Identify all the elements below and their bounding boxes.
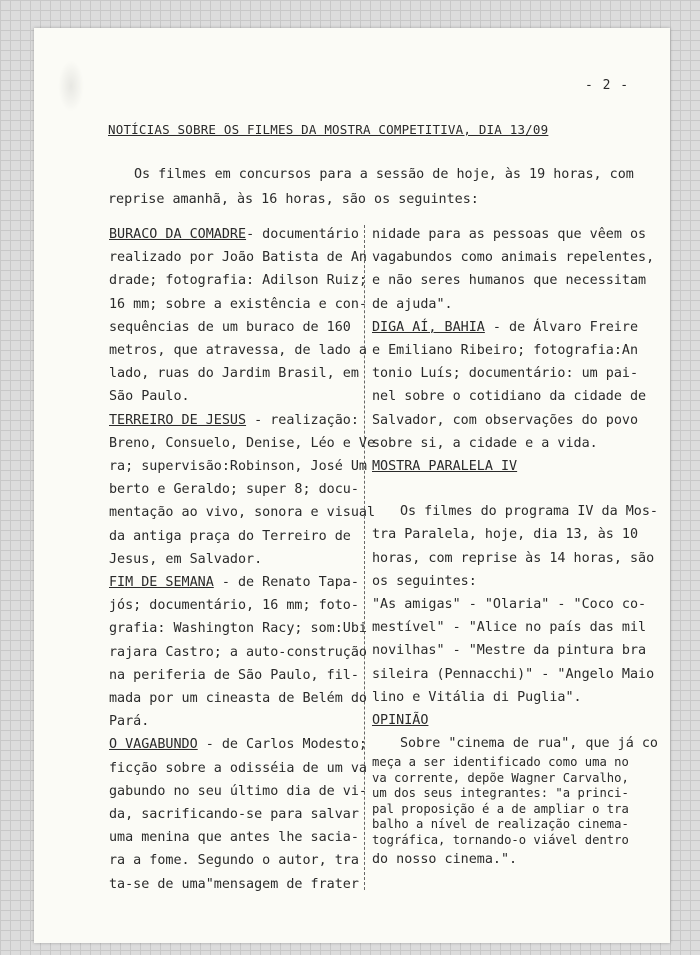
entry-line: e Emiliano Ribeiro; fotografia:An: [372, 343, 639, 359]
entry-line: gabundo no seu último dia de vi-: [109, 783, 367, 799]
entry-line: ta-se de uma"mensagem de frater: [109, 876, 359, 892]
entry-line: drade; fotografia: Adilson Ruiz;: [109, 273, 367, 289]
entry-line: 16 mm; sobre a existência e con-: [109, 296, 367, 312]
spacer: [372, 478, 638, 500]
section-line: os seguintes:: [372, 573, 477, 589]
intro-line: reprise amanhã, às 16 horas, são os seguintes:: [108, 192, 479, 207]
entry-line: nidade para as pessoas que vêem os: [372, 227, 647, 242]
section-line: "As amigas" - "Olaria" - "Coco co-: [372, 597, 647, 613]
entry-line: Jesus, em Salvador.: [109, 551, 263, 567]
section-line: horas, com reprise às 14 horas, são: [372, 550, 655, 566]
entry-title: FIM DE SEMANA: [109, 575, 214, 591]
section-line: sileira (Pennacchi)" - "Angelo Maio: [372, 666, 655, 682]
entry-line: mentação ao vivo, sonora e visual: [109, 505, 376, 521]
entry-line: uma menina que antes lhe sacia-: [109, 830, 359, 846]
entry-text: - documentário: [246, 227, 359, 242]
entry-line: realizado por João Batista de An: [109, 250, 367, 266]
entry-title: DIGA AÍ, BAHIA: [372, 319, 485, 335]
entry-text: - realização:: [246, 412, 359, 428]
entry-line: de ajuda".: [372, 296, 453, 312]
section-line: tra Paralela, hoje, dia 13, às 10: [372, 527, 639, 543]
entry-text: - de Renato Tapa-: [213, 575, 359, 591]
entry-line: ficção sobre a odisséia de um va: [109, 760, 367, 776]
entry-title: TERREIRO DE JESUS: [109, 412, 247, 428]
entry-line: berto e Geraldo; super 8; docu-: [109, 482, 359, 498]
entry-line: ra a fome. Segundo o autor, tra: [109, 853, 359, 869]
entry-text: - de Carlos Modesto;: [197, 737, 367, 753]
entry-first-line: [372, 316, 638, 339]
continuation-vagabundo: [372, 223, 655, 316]
entry-line: tonio Luís; documentário: um pai-: [372, 366, 639, 382]
section-line: va corrente, depõe Wagner Carvalho,: [372, 770, 629, 785]
entry-line: Breno, Consuelo, Denise, Léo e Ve: [109, 435, 376, 451]
intro-paragraph: [108, 162, 634, 212]
entry-fim-de-semana: [109, 571, 367, 733]
entry-terreiro-de-jesus: [109, 409, 376, 571]
entry-line: rajara Castro; a auto-construção: [109, 644, 367, 660]
entry-o-vagabundo: [109, 733, 367, 895]
section-title: MOSTRA PARALELA IV: [372, 459, 518, 475]
section-opiniao: [372, 709, 658, 871]
section-line: novilhas" - "Mestre da pintura bra: [372, 643, 647, 659]
entry-first-line: [109, 733, 367, 756]
opiniao-quote-block: [372, 755, 638, 847]
section-line: tográfica, tornando-o viável dentro: [372, 832, 629, 847]
section-line: do nosso cinema.".: [372, 851, 518, 867]
entry-line: nel sobre o cotidiano da cidade de: [372, 389, 647, 405]
section-line: mestível" - "Alice no país das mil: [372, 620, 647, 636]
section-mostra-paralela: [372, 455, 658, 709]
entry-first-line: [109, 571, 361, 594]
entry-title: O VAGABUNDO: [109, 737, 198, 753]
entry-line: lado, ruas do Jardim Brasil, em: [109, 366, 359, 382]
page-heading: NOTÍCIAS SOBRE OS FILMES DA MOSTRA COMPETITIVA, DIA 13/09: [108, 122, 549, 137]
section-line: Sobre "cinema de rua", que já co: [400, 736, 658, 752]
section-line: pal proposição é a de ampliar o tra: [372, 801, 629, 816]
entry-line: ra; supervisão:Robinson, José Um: [109, 459, 367, 475]
intro-line: Os filmes em concursos para a sessão de hoje, às 19 horas, com: [134, 167, 634, 182]
entry-line: jós; documentário, 16 mm; foto-: [109, 598, 359, 614]
paper-fold-mark: [58, 60, 84, 112]
section-line: meça a ser identificado como uma no: [372, 755, 629, 770]
entry-text: - de Álvaro Freire: [484, 319, 639, 335]
section-line: um dos seus integrantes: "a princi-: [372, 786, 629, 801]
section-line: balho a nível de realização cinema-: [372, 817, 629, 832]
section-title: OPINIÃO: [372, 713, 429, 729]
entry-buraco-da-comadre: [109, 223, 367, 409]
entry-line: mada por um cineasta de Belém do: [109, 691, 367, 707]
entry-first-line: [109, 409, 361, 432]
entry-title: BURACO DA COMADRE: [109, 227, 247, 242]
entry-line: da antiga praça do Terreiro de: [109, 528, 351, 544]
entry-first-line: [109, 223, 361, 246]
left-column: [109, 223, 376, 896]
entry-line: sequências de um buraco de 160: [109, 319, 351, 335]
entry-line: Salvador, com observações do povo: [372, 412, 639, 428]
entry-line: grafia: Washington Racy; som:Ubi: [109, 621, 367, 637]
section-line: Os filmes do programa IV da Mos-: [400, 504, 658, 520]
right-column: [372, 223, 658, 871]
entry-line: sobre si, a cidade e a vida.: [372, 435, 598, 451]
entry-line: e não seres humanos que necessitam: [372, 273, 647, 289]
entry-line: vagabundos como animais repelentes,: [372, 250, 655, 266]
page-number: - 2 -: [585, 78, 630, 93]
entry-line: na periferia de São Paulo, fil-: [109, 667, 359, 683]
section-line: lino e Vitália di Puglia".: [372, 689, 582, 705]
entry-line: São Paulo.: [109, 389, 190, 405]
entry-line: metros, que atravessa, de lado a: [109, 343, 367, 359]
entry-line: da, sacrificando-se para salvar: [109, 807, 359, 823]
entry-diga-ai-bahia: [372, 316, 647, 455]
entry-line: Pará.: [109, 714, 150, 730]
